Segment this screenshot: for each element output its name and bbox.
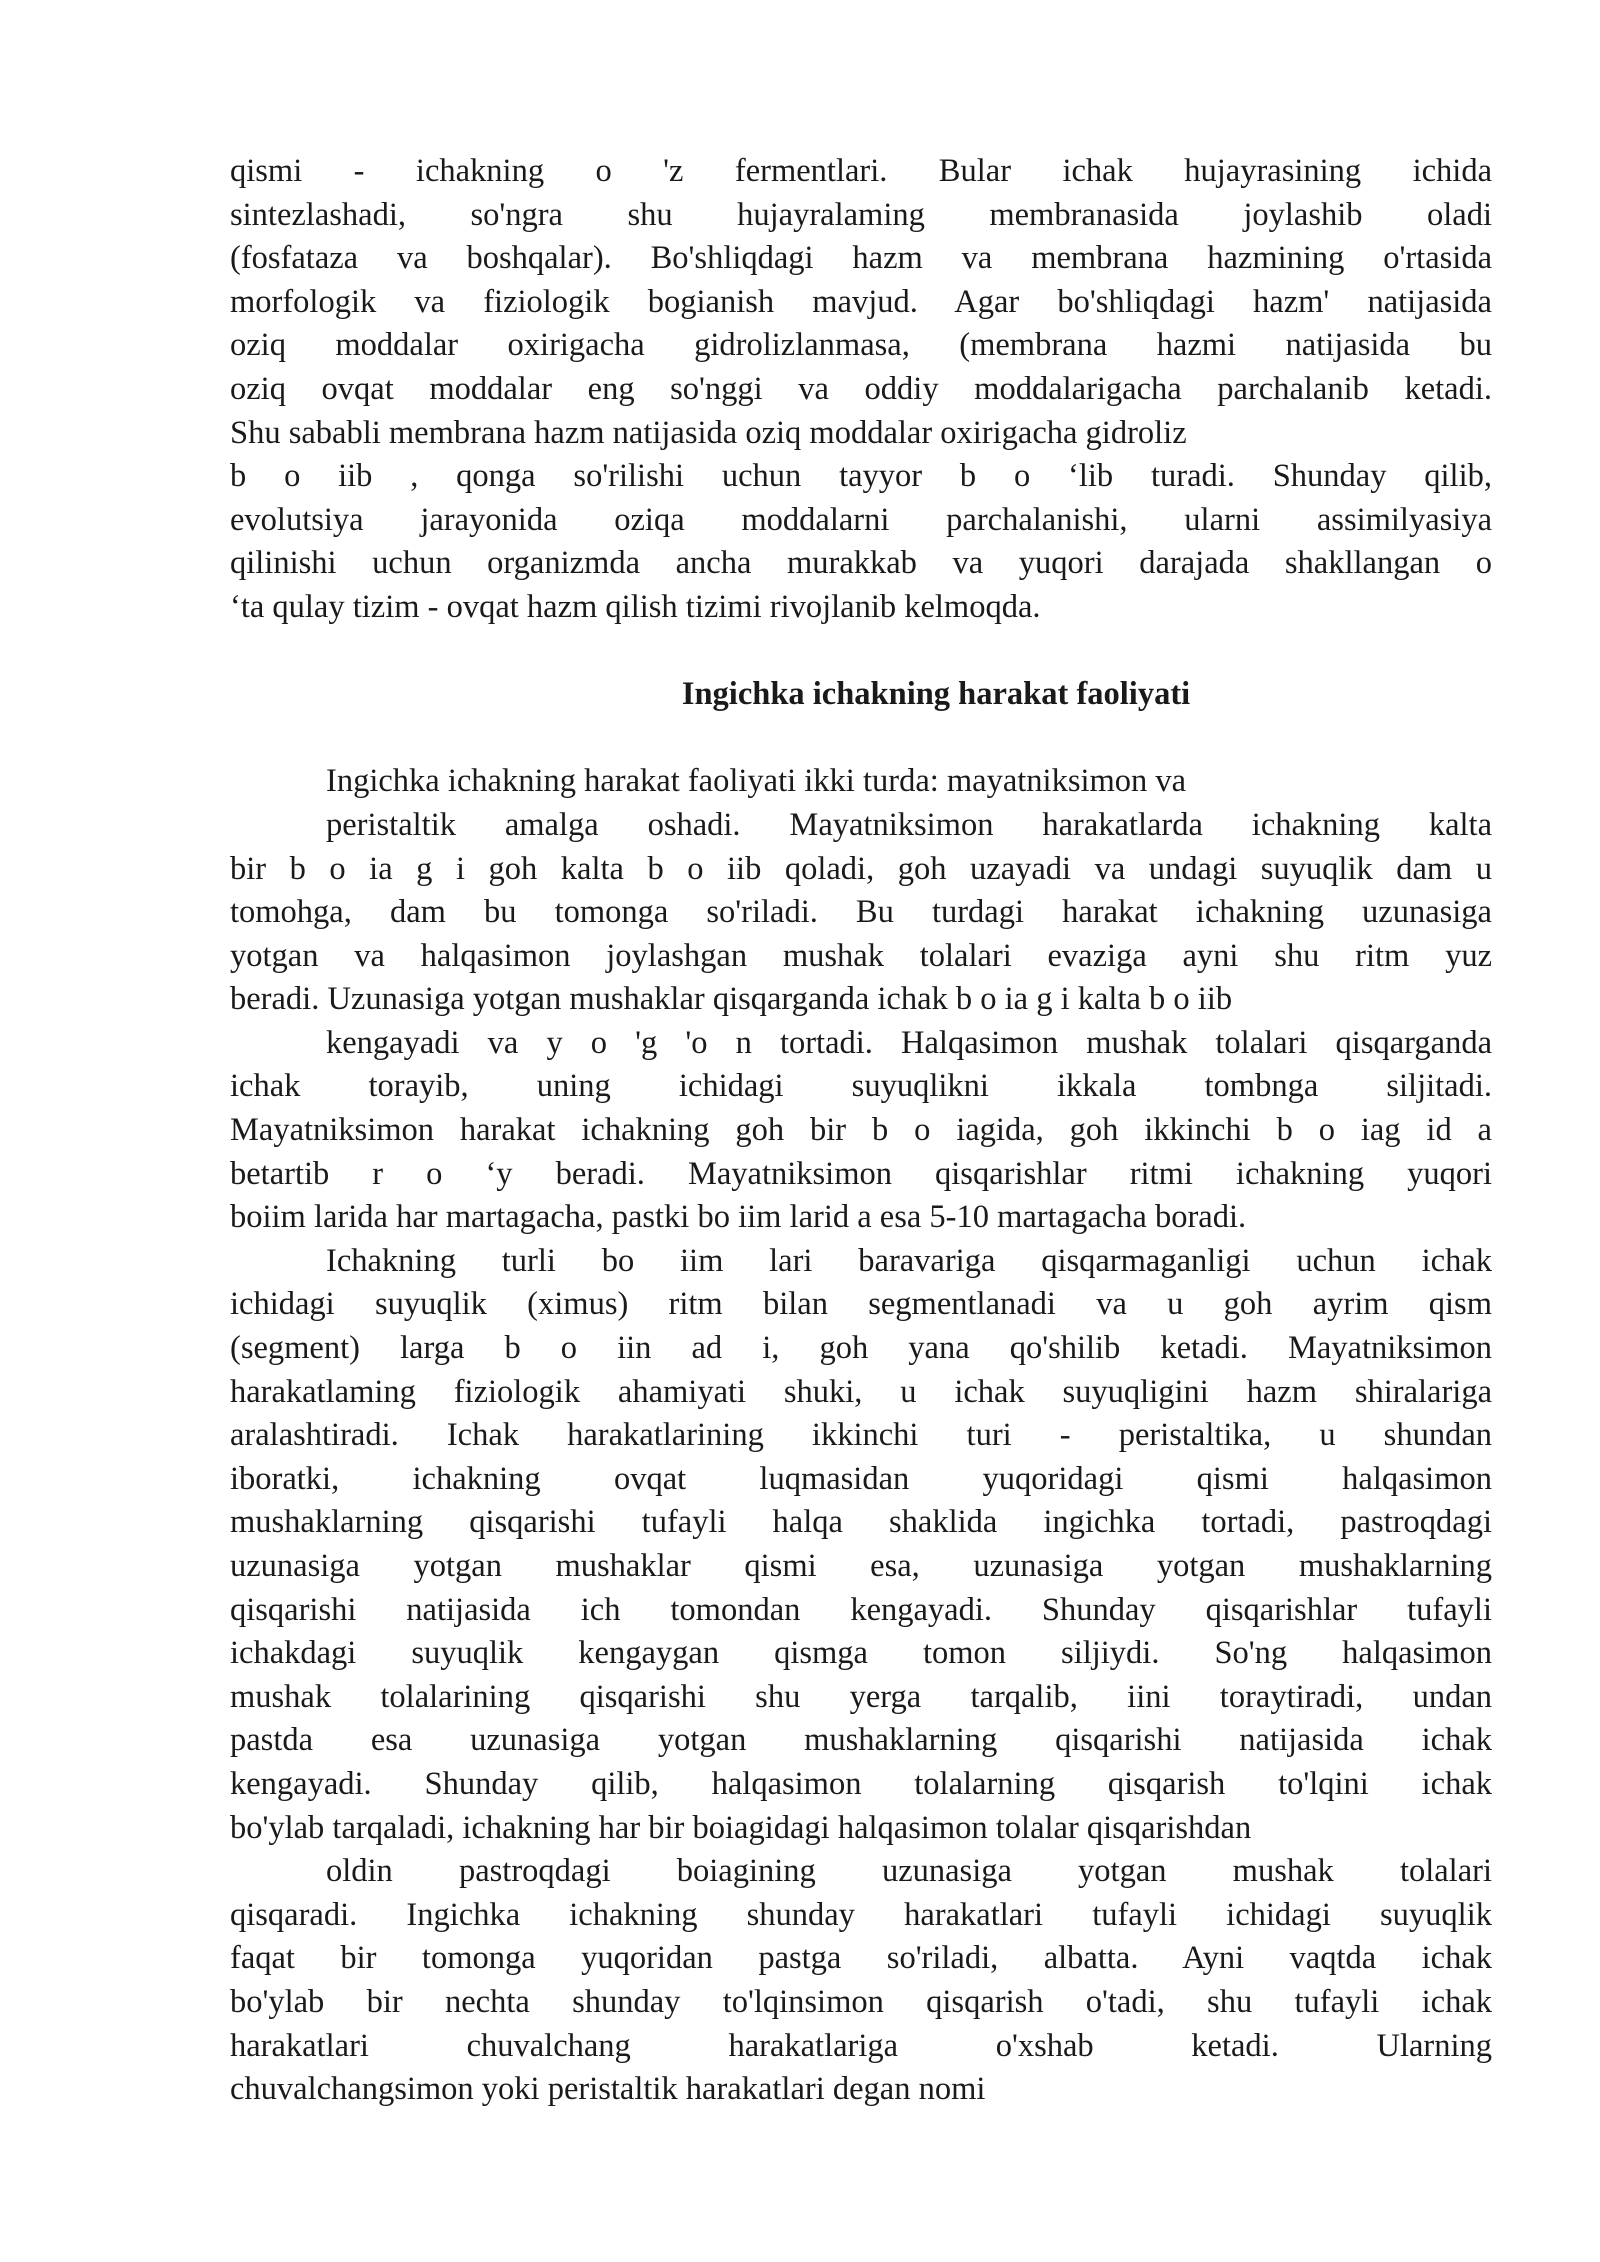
text-line: ichidagi suyuqlik (ximus) ritm bilan segmentlanadi va u goh ayrim qism — [230, 1286, 1492, 1323]
text-line: qilinishi uchun organizmda ancha murakkab va yuqori darajada shakllangan o — [230, 545, 1492, 582]
text-line: mushaklarning qisqarishi tufayli halqa shaklida ingichka tortadi, pastroqdagi — [230, 1504, 1492, 1541]
document-page — [230, 150, 1492, 2112]
text-line: chuvalchangsimon yoki peristaltik harakatlari degan nomi — [230, 2071, 986, 2108]
text-line: tomohga, dam bu tomonga so'riladi. Bu turdagi harakat ichakning uzunasiga — [230, 894, 1492, 931]
text-line: ichakdagi suyuqlik kengaygan qismga tomon siljiydi. So'ng halqasimon — [230, 1635, 1492, 1672]
paragraph-4 — [230, 1850, 1492, 2112]
text-line: (fosfataza va boshqalar). Bo'shliqdagi hazm va membrana hazmining o'rtasida — [230, 240, 1492, 277]
text-line: ‘ta qulay tizim - ovqat hazm qilish tizimi rivojlanib kelmoqda. — [230, 588, 1041, 625]
text-line: faqat bir tomonga yuqoridan pastga so'riladi, albatta. Ayni vaqtda ichak — [230, 1940, 1492, 1977]
paragraph-2 — [230, 760, 1492, 1240]
text-line: beradi. Uzunasiga yotgan mushaklar qisqarganda ichak b o ia g i kalta b o iib — [230, 981, 1233, 1018]
text-line: harakatlari chuvalchang harakatlariga o'xshab ketadi. Ularning — [230, 2027, 1492, 2064]
text-line: iboratki, ichakning ovqat luqmasidan yuqoridagi qismi halqasimon — [230, 1460, 1492, 1497]
text-line: kengayadi. Shunday qilib, halqasimon tolalarning qisqarish to'lqini ichak — [230, 1765, 1492, 1802]
spacer — [230, 717, 1492, 761]
text-line: uzunasiga yotgan mushaklar qismi esa, uzunasiga yotgan mushaklarning — [230, 1548, 1492, 1584]
text-line: evolutsiya jarayonida oziqa moddalarni parchalanishi, ularni assimilyasiya — [230, 501, 1492, 538]
text-line: bo'ylab bir nechta shunday to'lqinsimon qisqarish o'tadi, shu tufayli ichak — [230, 1983, 1492, 2020]
text-line: betartib r o ‘y beradi. Mayatniksimon qisqarishlar ritmi ichakning yuqori — [230, 1155, 1492, 1192]
text-line: boiim larida har martagacha, pastki bo iim larid a esa 5-10 martagacha boradi. — [230, 1199, 1247, 1236]
text-line: yotgan va halqasimon joylashgan mushak tolalari evaziga ayni shu ritm yuz — [230, 937, 1492, 974]
paragraph-1 — [230, 150, 1492, 630]
text-line: Ingichka ichakning harakat faoliyati ikki turda: mayatniksimon va — [326, 763, 1187, 800]
text-line: Shu sababli membrana hazm natijasida oziq moddalar oxirigacha gidroliz — [230, 414, 1187, 451]
text-line: oldin pastroqdagi boiagining uzunasiga yotgan mushak tolalari — [326, 1853, 1492, 1890]
text-line: mushak tolalarining qisqarishi shu yerga tarqalib, iini toraytiradi, undan — [230, 1678, 1492, 1715]
text-line: Mayatniksimon harakat ichakning goh bir b o iagida, goh ikkinchi b o iag id a — [230, 1112, 1492, 1149]
text-line: pastda esa uzunasiga yotgan mushaklarning qisqarishi natijasida ichak — [230, 1722, 1492, 1759]
text-line: sintezlashadi, so'ngra shu hujayralaming membranasida joylashib oladi — [230, 196, 1492, 233]
text-line: ichak torayib, uning ichidagi suyuqlikni ikkala tombnga siljitadi. — [230, 1068, 1492, 1105]
text-line: kengayadi va y o 'g 'o n tortadi. Halqasimon mushak tolalari qisqarganda — [326, 1024, 1492, 1061]
text-line: bir b o ia g i goh kalta b o iib qoladi, goh uzayadi va undagi suyuqlik dam u — [230, 850, 1492, 887]
text-line: oziq ovqat moddalar eng so'nggi va oddiy moddalarigacha parchalanib ketadi. — [230, 370, 1492, 407]
text-line: (segment) larga b o iin ad i, goh yana qo'shilib ketadi. Mayatniksimon — [230, 1330, 1492, 1367]
text-line: bo'ylab tarqaladi, ichakning har bir boiagidagi halqasimon tolalar qisqarishdan — [230, 1809, 1252, 1846]
text-line: qismi - ichakning o 'z fermentlari. Bular ichak hujayrasining ichida — [230, 153, 1492, 189]
text-line: qisqarishi natijasida ich tomondan kengayadi. Shunday qisqarishlar tufayli — [230, 1591, 1492, 1628]
section-heading: Ingichka ichakning harakat faoliyati — [681, 676, 1191, 713]
text-line: aralashtiradi. Ichak harakatlarining ikkinchi turi - peristaltika, u shundan — [230, 1417, 1492, 1454]
text-line: b o iib , qonga so'rilishi uchun tayyor b o ‘lib turadi. Shunday qilib, — [230, 458, 1492, 495]
text-line: peristaltik amalga oshadi. Mayatniksimon harakatlarda ichakning kalta — [326, 806, 1492, 843]
paragraph-3 — [230, 1240, 1492, 1850]
text-line: morfologik va fiziologik bogianish mavjud. Agar bo'shliqdagi hazm' natijasida — [230, 283, 1492, 320]
text-line: qisqaradi. Ingichka ichakning shunday harakatlari tufayli ichidagi suyuqlik — [230, 1896, 1492, 1933]
text-line: harakatlaming fiziologik ahamiyati shuki, u ichak suyuqligini hazm shiralariga — [230, 1373, 1492, 1410]
text-line: oziq moddalar oxirigacha gidrolizlanmasa, (membrana hazmi natijasida bu — [230, 327, 1492, 364]
spacer — [230, 630, 1492, 674]
text-line: Ichakning turli bo iim lari baravariga qisqarmaganligi uchun ichak — [326, 1242, 1492, 1279]
